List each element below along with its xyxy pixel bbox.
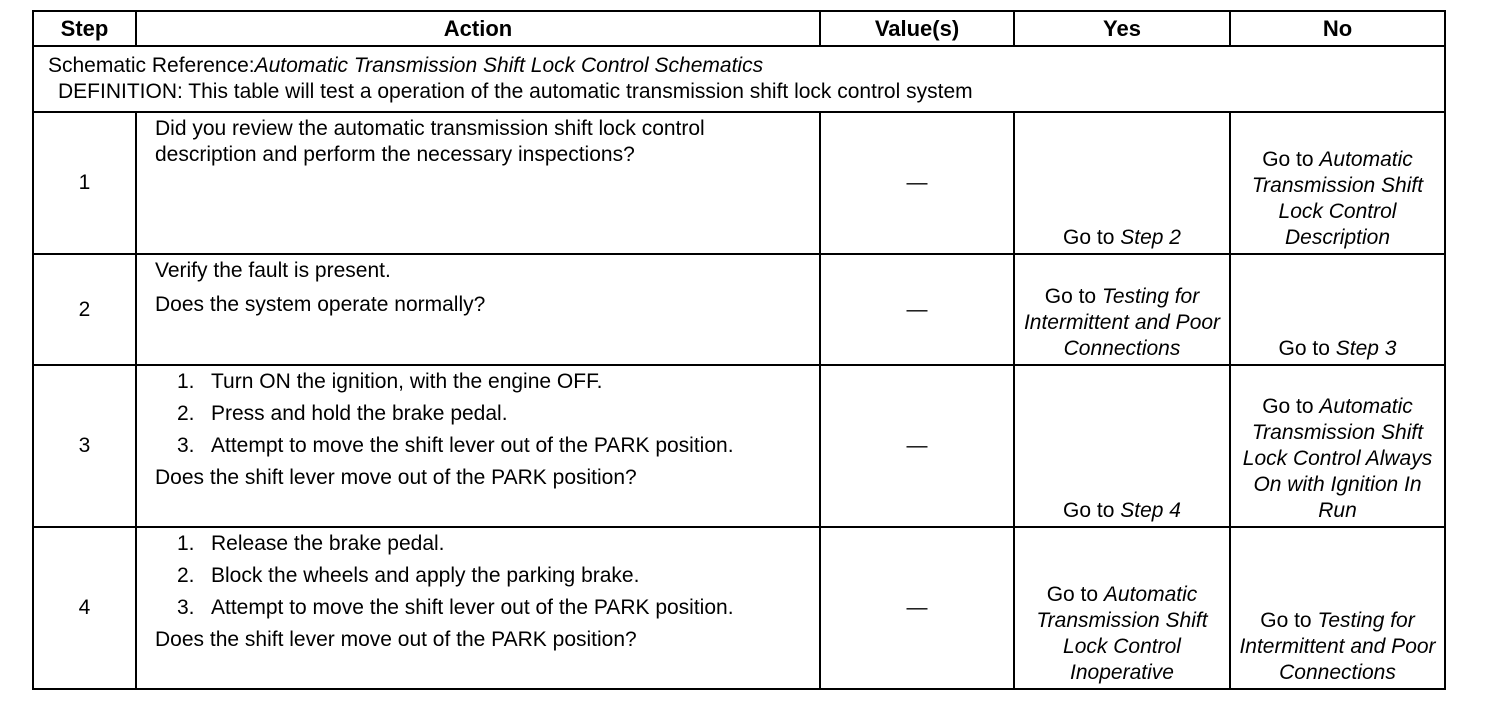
header-yes: Yes <box>1014 11 1230 46</box>
yes-prefix: Go to <box>1044 285 1102 308</box>
action-step-text: Press and hold the brake pedal. <box>211 402 508 425</box>
action-step-text: Block the wheels and apply the parking brake. <box>211 564 640 587</box>
action-step-number: 3. <box>177 434 195 457</box>
no-prefix: Go to <box>1262 148 1320 171</box>
yes-prefix: Go to <box>1046 583 1104 606</box>
action-question: Does the shift lever move out of the PARK position? <box>155 466 637 489</box>
table-row <box>33 254 1445 365</box>
no-cell <box>1230 527 1445 689</box>
action-step-number: 1. <box>177 370 195 393</box>
step-number: 3 <box>33 365 136 527</box>
action-step <box>177 433 809 459</box>
yes-cell <box>1014 527 1230 689</box>
value-cell: — <box>820 112 1014 254</box>
action-step <box>177 531 809 557</box>
no-prefix: Go to <box>1278 337 1336 360</box>
no-cell <box>1230 254 1445 365</box>
no-target: Testing for Intermittent and Poor Connections <box>1239 609 1436 684</box>
yes-cell <box>1014 112 1230 254</box>
header-no: No <box>1230 11 1445 46</box>
table-row <box>33 112 1445 254</box>
action-cell <box>136 254 820 365</box>
reference-cell <box>33 46 1445 112</box>
header-step: Step <box>33 11 136 46</box>
yes-prefix: Go to <box>1063 226 1121 249</box>
table-row <box>33 365 1445 527</box>
header-row <box>33 11 1445 46</box>
action-step-text: Attempt to move the shift lever out of the PARK position. <box>211 596 734 619</box>
no-target: Automatic Transmission Shift Lock Control Always On with Ignition In Run <box>1242 395 1433 522</box>
step-number: 1 <box>33 112 136 254</box>
yes-target: Testing for Intermittent and Poor Connections <box>1023 285 1221 360</box>
schematic-reference <box>48 53 1444 79</box>
reference-row <box>33 46 1445 112</box>
action-question: Does the shift lever move out of the PARK position? <box>155 628 637 651</box>
schematic-label: Schematic Reference: <box>48 54 255 77</box>
action-step-number: 2. <box>177 564 195 587</box>
action-step <box>177 401 809 427</box>
action-step <box>177 563 809 589</box>
action-step-text: Attempt to move the shift lever out of the PARK position. <box>211 434 734 457</box>
action-steps <box>155 531 809 621</box>
action-steps <box>155 369 809 459</box>
no-prefix: Go to <box>1262 395 1320 418</box>
action-step <box>177 595 809 621</box>
no-cell <box>1230 112 1445 254</box>
action-question: Did you review the automatic transmission shift lock control description and perform the necessary inspections? <box>155 117 705 166</box>
diagnostic-table <box>32 10 1446 690</box>
action-step-text: Release the brake pedal. <box>211 532 445 555</box>
table-row <box>33 527 1445 689</box>
action-cell <box>136 112 820 254</box>
no-target: Automatic Transmission Shift Lock Control Description <box>1251 148 1424 249</box>
yes-target: Step 2 <box>1120 226 1181 249</box>
definition-text: DEFINITION: This table will test a operation of the automatic transmission shift lock control system <box>58 80 973 103</box>
step-number: 4 <box>33 527 136 689</box>
step-number: 2 <box>33 254 136 365</box>
header-action: Action <box>136 11 820 46</box>
no-cell <box>1230 365 1445 527</box>
schematic-title: Automatic Transmission Shift Lock Control Schematics <box>254 54 764 77</box>
action-step-number: 1. <box>177 532 195 555</box>
action-step <box>177 369 809 395</box>
no-target: Step 3 <box>1335 337 1397 360</box>
action-instruction: Verify the fault is present. <box>155 259 391 282</box>
value-cell: — <box>820 254 1014 365</box>
yes-target: Automatic Transmission Shift Lock Control Inoperative <box>1036 583 1208 684</box>
action-step-number: 2. <box>177 402 195 425</box>
action-step-number: 3. <box>177 596 195 619</box>
action-cell <box>136 365 820 527</box>
yes-cell <box>1014 365 1230 527</box>
yes-prefix: Go to <box>1063 499 1121 522</box>
no-prefix: Go to <box>1260 609 1318 632</box>
action-step-text: Turn ON the ignition, with the engine OFF. <box>211 370 603 393</box>
header-values: Value(s) <box>820 11 1014 46</box>
yes-target: Step 4 <box>1120 499 1181 522</box>
action-cell <box>136 527 820 689</box>
yes-cell <box>1014 254 1230 365</box>
value-cell: — <box>820 527 1014 689</box>
value-cell: — <box>820 365 1014 527</box>
action-question: Does the system operate normally? <box>155 293 486 316</box>
